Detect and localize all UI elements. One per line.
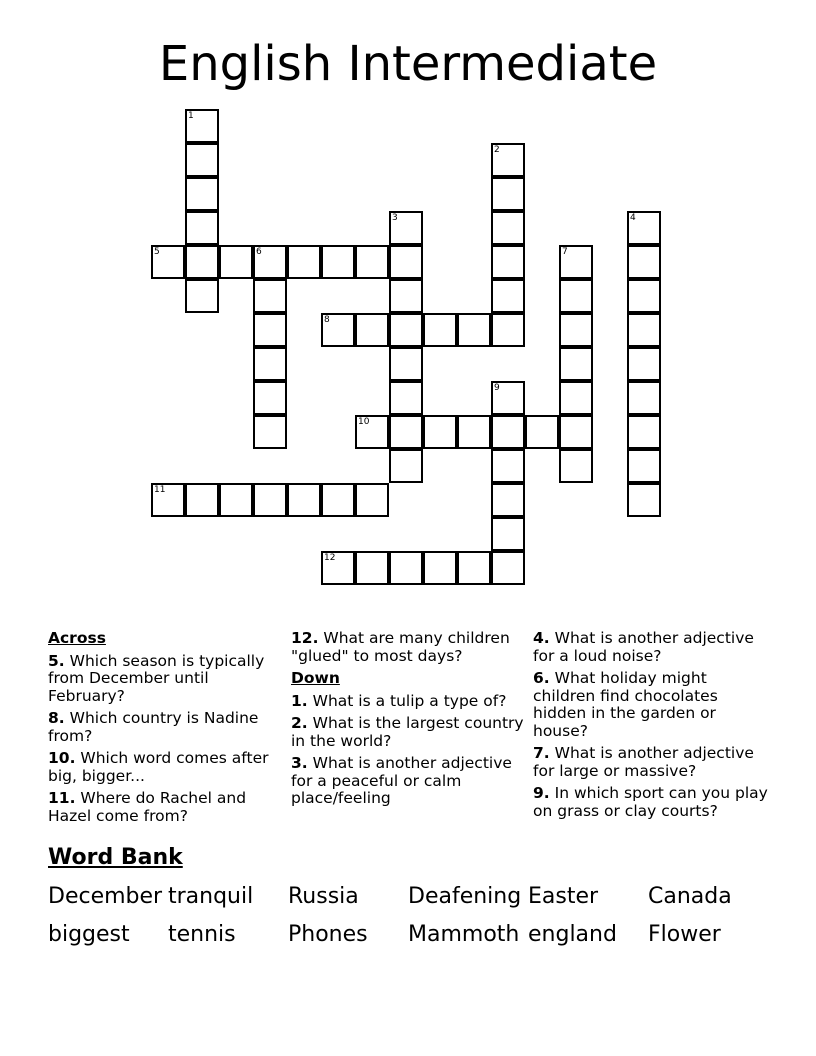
word-bank-word: Deafening: [408, 884, 522, 909]
crossword-cell[interactable]: [287, 245, 321, 279]
clue-number: 4: [630, 213, 636, 223]
crossword-cell[interactable]: [457, 415, 491, 449]
crossword-cell[interactable]: [627, 313, 661, 347]
crossword-cell[interactable]: [389, 415, 423, 449]
crossword-cell[interactable]: [423, 551, 457, 585]
crossword-cell[interactable]: [219, 245, 253, 279]
crossword-cell[interactable]: [559, 245, 593, 279]
clue-down-7: 7. What is another adjective for large or massive?: [533, 744, 754, 780]
clue-number: 7: [562, 247, 568, 257]
crossword-cell[interactable]: [355, 415, 389, 449]
clue-number: 8: [324, 315, 330, 325]
crossword-cell[interactable]: [253, 279, 287, 313]
word-bank-word: Phones: [288, 922, 368, 947]
crossword-cell[interactable]: [253, 313, 287, 347]
crossword-cell[interactable]: [253, 381, 287, 415]
crossword-cell[interactable]: [491, 381, 525, 415]
crossword-cell[interactable]: [185, 143, 219, 177]
crossword-cell[interactable]: [627, 449, 661, 483]
crossword-cell[interactable]: [151, 483, 185, 517]
crossword-cell[interactable]: [355, 551, 389, 585]
crossword-cell[interactable]: [627, 347, 661, 381]
word-bank-word: england: [528, 922, 617, 947]
crossword-cell[interactable]: [185, 245, 219, 279]
clues-column-2: [291, 630, 526, 813]
page-title: English Intermediate: [158, 36, 658, 92]
word-bank-word: tennis: [168, 922, 236, 947]
crossword-cell[interactable]: [491, 211, 525, 245]
crossword-cell[interactable]: [253, 347, 287, 381]
crossword-cell[interactable]: [627, 381, 661, 415]
crossword-cell[interactable]: [559, 313, 593, 347]
crossword-cell[interactable]: [389, 279, 423, 313]
crossword-cell[interactable]: [491, 517, 525, 551]
clue-down-6: 6. What holiday might children find chocolates hidden in the garden or house?: [533, 669, 718, 740]
clue-number: 3: [392, 213, 398, 223]
clue-down-2: 2. What is the largest country in the world?: [291, 714, 524, 750]
crossword-cell[interactable]: [151, 245, 185, 279]
crossword-cell[interactable]: [491, 245, 525, 279]
clues-column-3: [533, 630, 768, 825]
clue-number: 6: [256, 247, 262, 257]
crossword-cell[interactable]: [559, 449, 593, 483]
crossword-cell[interactable]: [321, 483, 355, 517]
crossword-cell[interactable]: [287, 483, 321, 517]
crossword-cell[interactable]: [389, 211, 423, 245]
word-bank-word: biggest: [48, 922, 130, 947]
crossword-cell[interactable]: [491, 143, 525, 177]
crossword-cell[interactable]: [355, 313, 389, 347]
clue-down-3: 3. What is another adjective for a peaceful or calm place/feeling: [291, 754, 512, 807]
word-bank-title: Word Bank: [48, 845, 183, 870]
word-bank-word: tranquil: [168, 884, 254, 909]
clue-number: 5: [154, 247, 160, 257]
crossword-cell[interactable]: [491, 551, 525, 585]
crossword-cell[interactable]: [253, 483, 287, 517]
crossword-cell[interactable]: [525, 415, 559, 449]
crossword-cell[interactable]: [253, 245, 287, 279]
clue-number: 12: [324, 553, 336, 563]
clues-column-1: [48, 630, 283, 830]
crossword-cell[interactable]: [389, 313, 423, 347]
crossword-cell[interactable]: [627, 245, 661, 279]
crossword-cell[interactable]: [321, 313, 355, 347]
crossword-cell[interactable]: [559, 279, 593, 313]
crossword-cell[interactable]: [185, 177, 219, 211]
crossword-cell[interactable]: [559, 381, 593, 415]
crossword-cell[interactable]: [253, 415, 287, 449]
crossword-cell[interactable]: [185, 279, 219, 313]
clue-number: 1: [188, 111, 194, 121]
crossword-cell[interactable]: [321, 551, 355, 585]
clue-number: 2: [494, 145, 500, 155]
crossword-cell[interactable]: [627, 279, 661, 313]
crossword-cell[interactable]: [491, 415, 525, 449]
word-bank-word: Flower: [648, 922, 721, 947]
crossword-cell[interactable]: [185, 211, 219, 245]
crossword-cell[interactable]: [389, 551, 423, 585]
crossword-cell[interactable]: [491, 279, 525, 313]
crossword-cell[interactable]: [389, 449, 423, 483]
clue-across-11: 11. Where do Rachel and Hazel come from?: [48, 789, 247, 825]
crossword-cell[interactable]: [219, 483, 253, 517]
crossword-cell[interactable]: [559, 415, 593, 449]
crossword-cell[interactable]: [389, 381, 423, 415]
crossword-cell[interactable]: [389, 245, 423, 279]
crossword-cell[interactable]: [185, 483, 219, 517]
word-bank-word: Mammoth: [408, 922, 520, 947]
word-bank-word: December: [48, 884, 163, 909]
clue-across-5: 5. Which season is typically from December until February?: [48, 651, 265, 705]
word-bank-word: Easter: [528, 884, 599, 909]
crossword-cell[interactable]: [491, 313, 525, 347]
crossword-cell[interactable]: [423, 415, 457, 449]
crossword-cell[interactable]: [355, 245, 389, 279]
crossword-cell[interactable]: [457, 551, 491, 585]
crossword-cell[interactable]: [627, 415, 661, 449]
clue-down-4: 4. What is another adjective for a loud noise?: [533, 629, 754, 665]
crossword-cell[interactable]: [389, 347, 423, 381]
word-bank-word: Canada: [648, 884, 732, 909]
clue-across-10: 10. Which word comes after big, bigger...: [48, 749, 269, 785]
clue-down-1: 1. What is a tulip a type of?: [291, 691, 507, 710]
crossword-cell[interactable]: [457, 313, 491, 347]
down-heading: Down: [291, 669, 340, 687]
clue-number: 10: [358, 417, 370, 427]
across-heading: Across: [48, 629, 106, 647]
crossword-cell[interactable]: [321, 245, 355, 279]
crossword-cell[interactable]: [627, 483, 661, 517]
clue-number: 9: [494, 383, 500, 393]
crossword-cell[interactable]: [627, 211, 661, 245]
clue-across-8: 8. Which country is Nadine from?: [48, 709, 259, 745]
clue-number: 11: [154, 485, 166, 495]
word-bank-word: Russia: [288, 884, 359, 909]
crossword-cell[interactable]: [355, 483, 389, 517]
crossword-cell[interactable]: [559, 347, 593, 381]
clue-down-9: 9. In which sport can you play on grass or clay courts?: [533, 784, 768, 820]
crossword-cell[interactable]: [423, 313, 457, 347]
crossword-cell[interactable]: [185, 109, 219, 143]
crossword-cell[interactable]: [491, 449, 525, 483]
crossword-cell[interactable]: [491, 483, 525, 517]
crossword-cell[interactable]: [491, 177, 525, 211]
clue-across-12: 12. What are many children "glued" to most days?: [291, 629, 510, 665]
